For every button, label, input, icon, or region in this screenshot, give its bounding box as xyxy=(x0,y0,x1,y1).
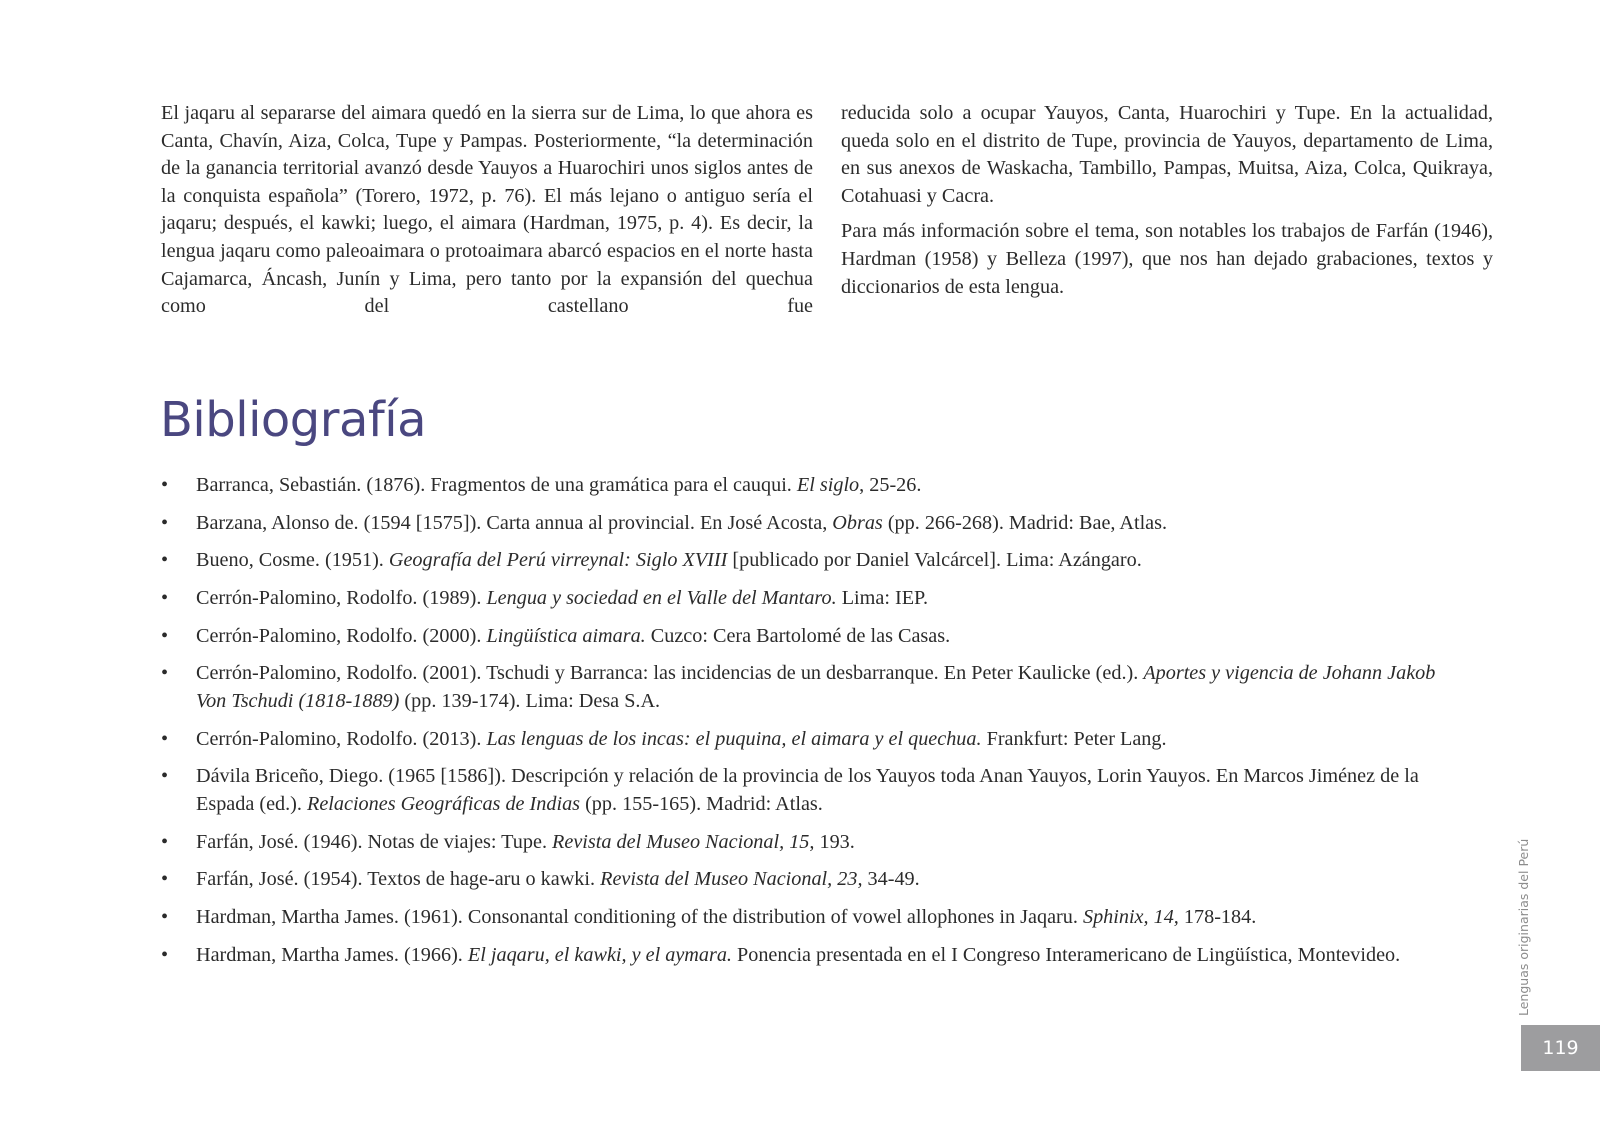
list-item xyxy=(161,623,1461,651)
entry-text: Barzana, Alonso de. (1594 [1575]). Carta annua al provincial. En José Acosta, xyxy=(196,511,833,534)
list-item xyxy=(161,942,1461,970)
bullet-icon: • xyxy=(161,624,169,647)
list-item xyxy=(161,510,1461,538)
entry-text: Bueno, Cosme. (1951). xyxy=(196,549,389,572)
page-number: 119 xyxy=(1542,1037,1579,1059)
entry-title: El jaqaru, el kawki, y el aymara. xyxy=(467,943,732,966)
page-number-box xyxy=(1521,1025,1600,1071)
bullet-icon: • xyxy=(161,905,169,928)
list-item xyxy=(161,472,1461,500)
bullet-icon: • xyxy=(161,474,169,496)
bullet-icon: • xyxy=(161,549,169,572)
entry-text: (pp. 266-268). Madrid: Bae, Atlas. xyxy=(882,511,1168,534)
entry-title: Obras xyxy=(832,511,883,534)
entry-text: (pp. 155-165). Madrid: Atlas. xyxy=(580,792,823,815)
entry-title: Lingüística aimara. xyxy=(486,624,646,647)
entry-title: El siglo xyxy=(796,474,860,496)
bullet-icon: • xyxy=(161,868,169,891)
bullet-icon: • xyxy=(161,765,169,788)
entry-title: Las lenguas de los incas: el puquina, el aimara y el quechua. xyxy=(486,727,982,750)
bullet-icon: • xyxy=(161,511,169,534)
entry-text: Cerrón-Palomino, Rodolfo. (2013). xyxy=(196,727,487,750)
list-item xyxy=(161,585,1461,613)
entry-text: Lima: IEP. xyxy=(836,587,929,610)
list-item xyxy=(161,726,1461,754)
right-column xyxy=(841,100,1493,329)
entry-title: Revista del Museo Nacional, 15, xyxy=(552,830,815,853)
entry-text: Cerrón-Palomino, Rodolfo. (1989). xyxy=(196,587,487,610)
entry-text: 34-49. xyxy=(862,868,920,891)
bibliography-list xyxy=(161,472,1461,979)
entry-text: [publicado por Daniel Valcárcel]. Lima: Azángaro. xyxy=(727,549,1142,572)
left-column xyxy=(161,100,813,329)
entry-title: Geografía del Perú virreynal: Siglo XVIII xyxy=(388,549,728,572)
bullet-icon: • xyxy=(161,727,169,750)
list-item xyxy=(161,904,1461,932)
entry-text: 193. xyxy=(814,830,855,853)
body-columns xyxy=(161,100,1493,329)
entry-text: Cerrón-Palomino, Rodolfo. (2000). xyxy=(196,624,487,647)
entry-text: Cerrón-Palomino, Rodolfo. (2001). Tschudi y Barranca: las incidencias de un desbarranque. En Peter Kaulicke (ed.). xyxy=(196,662,1144,685)
paragraph-jaqaru-origin: El jaqaru al separarse del aimara quedó en la sierra sur de Lima, lo que ahora es Canta, Chavín, Aiza, Colca, Tupe y Pampas. Posteriormente, “la determinación de la ganancia territorial avanzó desde Yauyos a Huarochiri unos siglos antes de la conquista española” (Torero, 1972, p. 76). El más lejano o antiguo sería el jaqaru; después, el kawki; luego, el aimara (Hardman, 1975, p. 4). Es decir, la lengua jaqaru como paleoaimara o protoaimara abarcó espacios en el norte hasta Cajamarca, Áncash, Junín y Lima, pero tanto por la expansión del quechua como del castellano fue xyxy=(161,102,813,318)
entry-text: 178-184. xyxy=(1178,905,1257,928)
bullet-icon: • xyxy=(161,587,169,610)
list-item xyxy=(161,829,1461,857)
entry-title: Sphinix, 14, xyxy=(1082,905,1179,928)
entry-text: Barranca, Sebastián. (1876). Fragmentos de una gramática para el cauqui. xyxy=(196,474,797,496)
bullet-icon: • xyxy=(161,662,169,685)
list-item xyxy=(161,547,1461,575)
entry-text: Hardman, Martha James. (1966). xyxy=(196,943,468,966)
paragraph-more-info: Para más información sobre el tema, son notables los trabajos de Farfán (1946), Hardman (1958) y Belleza (1997), que nos han dejado grabaciones, textos y diccionarios de esta lengua. xyxy=(841,220,1493,298)
bullet-icon: • xyxy=(161,943,169,966)
entry-text: Farfán, José. (1946). Notas de viajes: Tupe. xyxy=(196,830,553,853)
entry-title: Revista del Museo Nacional, 23, xyxy=(600,868,863,891)
entry-title: Aportes y vigencia de Johann Jakob Von Tschudi (1818-1889) xyxy=(196,662,1436,712)
entry-text: Ponencia presentada en el I Congreso Interamericano de Lingüística, Montevideo. xyxy=(731,943,1401,966)
entry-text: Frankfurt: Peter Lang. xyxy=(981,727,1167,750)
entry-title: Lengua y sociedad en el Valle del Mantaro. xyxy=(486,587,837,610)
section-heading: Bibliografía xyxy=(160,392,427,448)
entry-title: Relaciones Geográficas de Indias xyxy=(306,792,581,815)
paragraph-jaqaru-current: reducida solo a ocupar Yauyos, Canta, Huarochiri y Tupe. En la actualidad, queda solo en el distrito de Tupe, provincia de Yauyos, departamento de Lima, en sus anexos de Waskacha, Tambillo, Pampas, Muitsa, Aiza, Colca, Quikraya, Cotahuasi y Cacra. xyxy=(841,102,1493,207)
entry-text: Hardman, Martha James. (1961). Consonantal conditioning of the distribution of vowel allophones in Jaqaru. xyxy=(196,905,1083,928)
entry-text: Cuzco: Cera Bartolomé de las Casas. xyxy=(645,624,951,647)
entry-text: (pp. 139-174). Lima: Desa S.A. xyxy=(399,689,661,712)
book-title-vertical: Lenguas originarias del Perú xyxy=(1516,838,1531,1016)
entry-text: Dávila Briceño, Diego. (1965 [1586]). Descripción y relación de la provincia de los Yauyos toda Anan Yauyos, Lorin Yauyos. En Marcos Jiménez de la Espada (ed.). xyxy=(196,765,1419,815)
list-item xyxy=(161,763,1461,818)
list-item xyxy=(161,866,1461,894)
bullet-icon: • xyxy=(161,830,169,853)
list-item xyxy=(161,660,1461,715)
entry-text: Farfán, José. (1954). Textos de hage-aru o kawki. xyxy=(196,868,601,891)
entry-text: , 25-26. xyxy=(859,474,922,496)
